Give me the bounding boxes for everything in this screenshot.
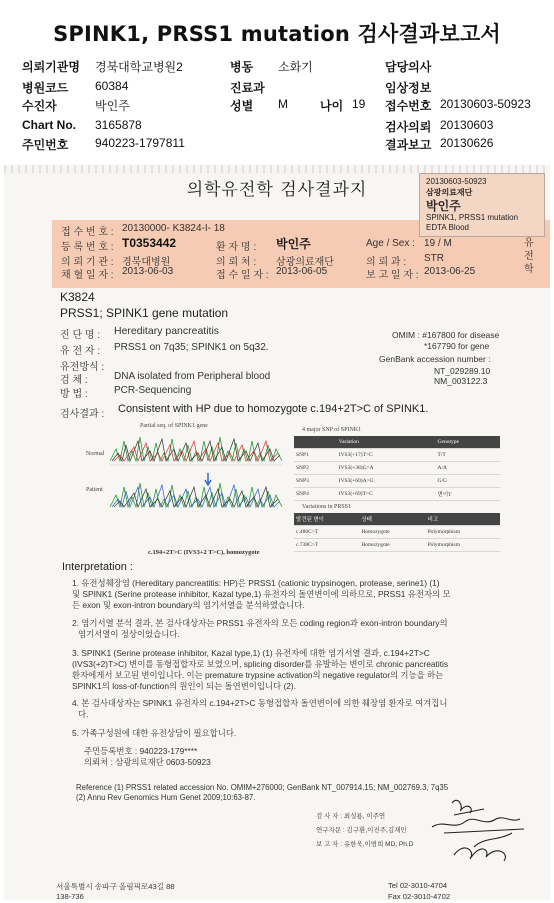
var-cell: c.738C>T (294, 539, 359, 552)
snp-cell: SNP1 (294, 449, 337, 462)
sticker-name: 박인주 (426, 199, 461, 213)
org-value: 경북대병원 (122, 257, 171, 268)
specimen-label-sticker (419, 173, 545, 237)
footer-fax: Fax 02-3010-4702 (388, 892, 451, 900)
snp-header-cell: Genotype (436, 436, 500, 449)
label-chart-no: Chart No. (22, 118, 76, 132)
dept-value: STR (424, 253, 444, 264)
snp-table (294, 436, 500, 501)
result-value: Consistent with HP due to homozygote c.194+2T>C of SPINK1. (118, 403, 429, 415)
sticker-number: 20130603-50923 (426, 177, 487, 186)
table-row (294, 526, 500, 539)
table-row (294, 488, 500, 501)
diag-value: Hereditary pancreatitis (114, 325, 220, 337)
snp-cell: IVS3(+69)T>C (337, 488, 436, 501)
agesex-label: Age / Sex : (366, 238, 415, 249)
label-ward: 병동 (230, 60, 254, 74)
receipt-label: 접 수 번 호 : (61, 227, 114, 238)
report-date-label: 보 고 일 자 : (366, 270, 419, 281)
omim-line2: *167790 for gene (424, 341, 490, 351)
report-title: SPINK1, PRSS1 mutation 검사결과보고서 (53, 22, 501, 46)
table-row (294, 462, 500, 475)
patient-value: 박인주 (276, 237, 311, 251)
patient-label-fig: Patient (86, 487, 103, 493)
label-test-request: 검사의뢰 (385, 120, 432, 134)
reference-2: (2) Annu Rev Genomics Hum Genet 2009;10:63-87. (76, 793, 256, 802)
footer-zip: 138-736 (56, 892, 84, 900)
snp-cell: IVS3(+38)G>A (337, 462, 436, 475)
test-name: PRSS1; SPINK1 gene mutation (60, 306, 229, 320)
variation-table (294, 513, 500, 552)
label-department: 진료과 (230, 81, 265, 95)
var-cell: Polymorphism (426, 526, 500, 539)
receive-label: 접 수 일 자 : (216, 270, 269, 281)
interp-line: 다. (78, 709, 89, 719)
footer-tel: Tel 02-3010-4704 (388, 881, 448, 890)
genbank-label: GenBank accession number : (379, 354, 491, 364)
reference-1: Reference (1) PRSS1 related accession No. OMIM+276000; GenBank NT_007914.15; NM_002769.3, 7q35 (76, 783, 449, 792)
specimen-label: 검 체 : (60, 375, 88, 386)
reg-value: T0353442 (122, 236, 177, 250)
interp-line: (IVS3(+2)T>C) 변이를 동형접합자로 보였으며, splicing disorder를 유발하는 변이로 chronic pancreatitis (72, 659, 449, 669)
interp-line: 5. 가족구성원에 대한 유전상담이 필요합니다. (72, 728, 237, 738)
inst-label: 의 뢰 처 : (216, 257, 257, 268)
normal-label: Normal (86, 451, 105, 457)
receipt-value: 20130000- K3824-I- 18 (122, 223, 225, 234)
var-header-cell: 비고 (426, 513, 500, 526)
value-test-request: 20130603 (440, 118, 494, 132)
label-clinical-info: 임상정보 (385, 81, 432, 95)
var-cell: Polymorphism (426, 539, 500, 552)
var-cell: c.486C>T (294, 526, 359, 539)
genbank-2: NM_003122.3 (434, 376, 488, 386)
patient-label: 환 자 명 : (216, 242, 257, 253)
snp-cell: T/T (436, 449, 500, 462)
snp-cell: SNP3 (294, 475, 337, 488)
var-cell: Homozygote (359, 539, 425, 552)
value-sex: M (278, 97, 288, 111)
snp-cell: SNP4 (294, 488, 337, 501)
table-row (294, 475, 500, 488)
var-header-cell: 발견된 변이 (294, 513, 359, 526)
sticker-test: SPINK1, PRSS1 mutation (426, 213, 519, 222)
sticker-specimen: EDTA Blood (426, 223, 469, 232)
chromatogram-figure (86, 423, 282, 563)
interp-line: 든 exon 및 exon-intron boundary의 염기서열을 분석하였습니다. (72, 600, 305, 610)
side-text: 유전학 (524, 238, 534, 275)
result-label: 검사결과 : (60, 409, 105, 420)
var-cell: Homozygote (359, 526, 425, 539)
report-date-value: 2013-06-25 (424, 266, 476, 277)
scan-edge (4, 165, 550, 173)
value-receipt-no: 20130603-50923 (440, 97, 531, 111)
label-requester: 의뢰기관명 (22, 60, 80, 74)
scanned-report-title: 의학유전학 검사결과지 (186, 180, 368, 200)
snp-cell: A/A (436, 462, 500, 475)
value-ward: 소화기 (278, 60, 313, 74)
sign-advisor: 연구자문 : 김구환,이진주,김재민 (316, 827, 407, 834)
chromatogram-caption: c.194+2T>C (IVS3+2 T>C), homozygote (148, 549, 260, 556)
value-hospital-code: 60384 (95, 79, 129, 93)
interp-line: 환자에게서 보고된 변이입니다. 이는 premature trypsine activation의 negative regulator의 기능을 하는 (72, 670, 444, 680)
collect-value: 2013-06-03 (122, 266, 174, 277)
interp-line: 의뢰처 : 삼광의료재단 0603-50923 (84, 757, 211, 767)
snp-cell: SNP2 (294, 462, 337, 475)
label-hospital-code: 병원코드 (22, 81, 69, 95)
interp-line: SPINK1의 loss-of-function의 원인이 되는 돌연변이입니다 (2). (72, 681, 297, 691)
label-result-report: 결과보고 (385, 138, 432, 152)
interp-line: 염기서열이 정상이었습니다. (78, 629, 180, 639)
var-header-cell: 상태 (359, 513, 425, 526)
label-sex: 성별 (230, 99, 254, 113)
label-doctor: 담당의사 (385, 60, 432, 74)
interp-line: 3. SPINK1 (Serine protease inhibitor, Kazal type,1) (1) 유전자에 대한 염기서열 결과, c.194+2T>C (72, 648, 430, 658)
method-value: PCR-Sequencing (114, 385, 192, 396)
handwritten-signatures (424, 793, 544, 865)
label-patient: 수진자 (22, 99, 57, 113)
interp-line: 1. 유전성췌장염 (Hereditary pancreatitis: HP)은 PRSS1 (cationic trypsinogen, protease, serine1) (1) (72, 578, 440, 588)
interpretation-title: Interpretation : (62, 561, 133, 573)
variation-table-title: Variations in PRSS1 (302, 504, 352, 510)
chromatogram-title: Partial seq. of SPINK1 gene (140, 423, 208, 429)
table-row (294, 539, 500, 552)
label-resident-no: 주민번호 (22, 138, 69, 152)
method-label: 방 법 : (60, 389, 88, 400)
inst-value: 삼광의료재단 (276, 257, 334, 268)
diag-label: 진 단 명 : (60, 330, 101, 341)
value-requester: 경북대학교병원2 (95, 60, 183, 74)
snp-cell: IVS3(+60)A>G (337, 475, 436, 488)
table-row (294, 449, 500, 462)
snp-cell: 변이T (436, 488, 500, 501)
omim-line1: OMIM : #167800 for disease (392, 330, 500, 340)
interp-line: 4. 본 검사대상자는 SPINK1 유전자의 c.194+2T>C 동형접합자 돌연변이에 의한 췌장염 환자로 여겨집니 (72, 698, 448, 708)
genbank-1: NT_029289.10 (434, 366, 491, 376)
snp-header-cell: Variation (337, 436, 436, 449)
snp-header-cell (294, 436, 337, 449)
label-receipt-no: 접수번호 (385, 99, 432, 113)
interp-line: 및 SPINK1 (Serine protease inhibitor, Kazal type,1) 유전자의 돌연변이에 의하므로, PRSS1 유전자의 모 (72, 589, 451, 599)
receive-value: 2013-06-05 (276, 266, 328, 277)
scanned-report (4, 165, 550, 900)
snp-table-title: 4 major SNP of SPINK1 (302, 427, 362, 433)
gene-label: 유 전 자 : (60, 346, 101, 357)
test-code: K3824 (60, 290, 95, 304)
interp-line: 2. 염기서열 분석 결과, 본 검사대상자는 PRSS1 유전자의 모든 coding region과 exon-intron boundary의 (72, 618, 448, 628)
inherit-label: 유전방식 : (60, 362, 105, 373)
value-age: 19 (352, 97, 366, 111)
reg-label: 등 록 번 호 : (61, 242, 114, 253)
value-patient: 박인주 (95, 99, 130, 113)
specimen-value: DNA isolated from Peripheral blood (114, 371, 271, 382)
value-chart-no: 3165878 (95, 118, 142, 132)
sign-examiner: 검 사 자 : 최성룡, 이주연 (316, 813, 386, 820)
label-age: 나이 (320, 99, 344, 113)
snp-cell: IVS3(+17)T>C (337, 449, 436, 462)
value-resident-no: 940223-1797811 (95, 136, 185, 150)
interp-line: 주민등록번호 : 940223-179**** (84, 746, 198, 756)
snp-cell: G/G (436, 475, 500, 488)
agesex-value: 19 / M (424, 238, 452, 249)
footer-address: 서울특별시 송파구 올림픽로43길 88 (56, 882, 175, 891)
org-label: 의 뢰 기 관 : (61, 257, 114, 268)
gene-value: PRSS1 on 7q35; SPINK1 on 5q32. (114, 342, 269, 353)
snp-tables (294, 427, 500, 567)
collect-label: 채 혈 일 자 : (61, 270, 114, 281)
value-result-report: 20130626 (440, 136, 494, 150)
sticker-lab: 삼광의료재단 (426, 188, 473, 197)
dept-label: 의 뢰 과 : (366, 257, 407, 268)
sign-reporter: 보 고 자 : 유한욱,이범희 MD, Ph.D (316, 841, 414, 848)
chromatogram-traces (110, 431, 282, 521)
